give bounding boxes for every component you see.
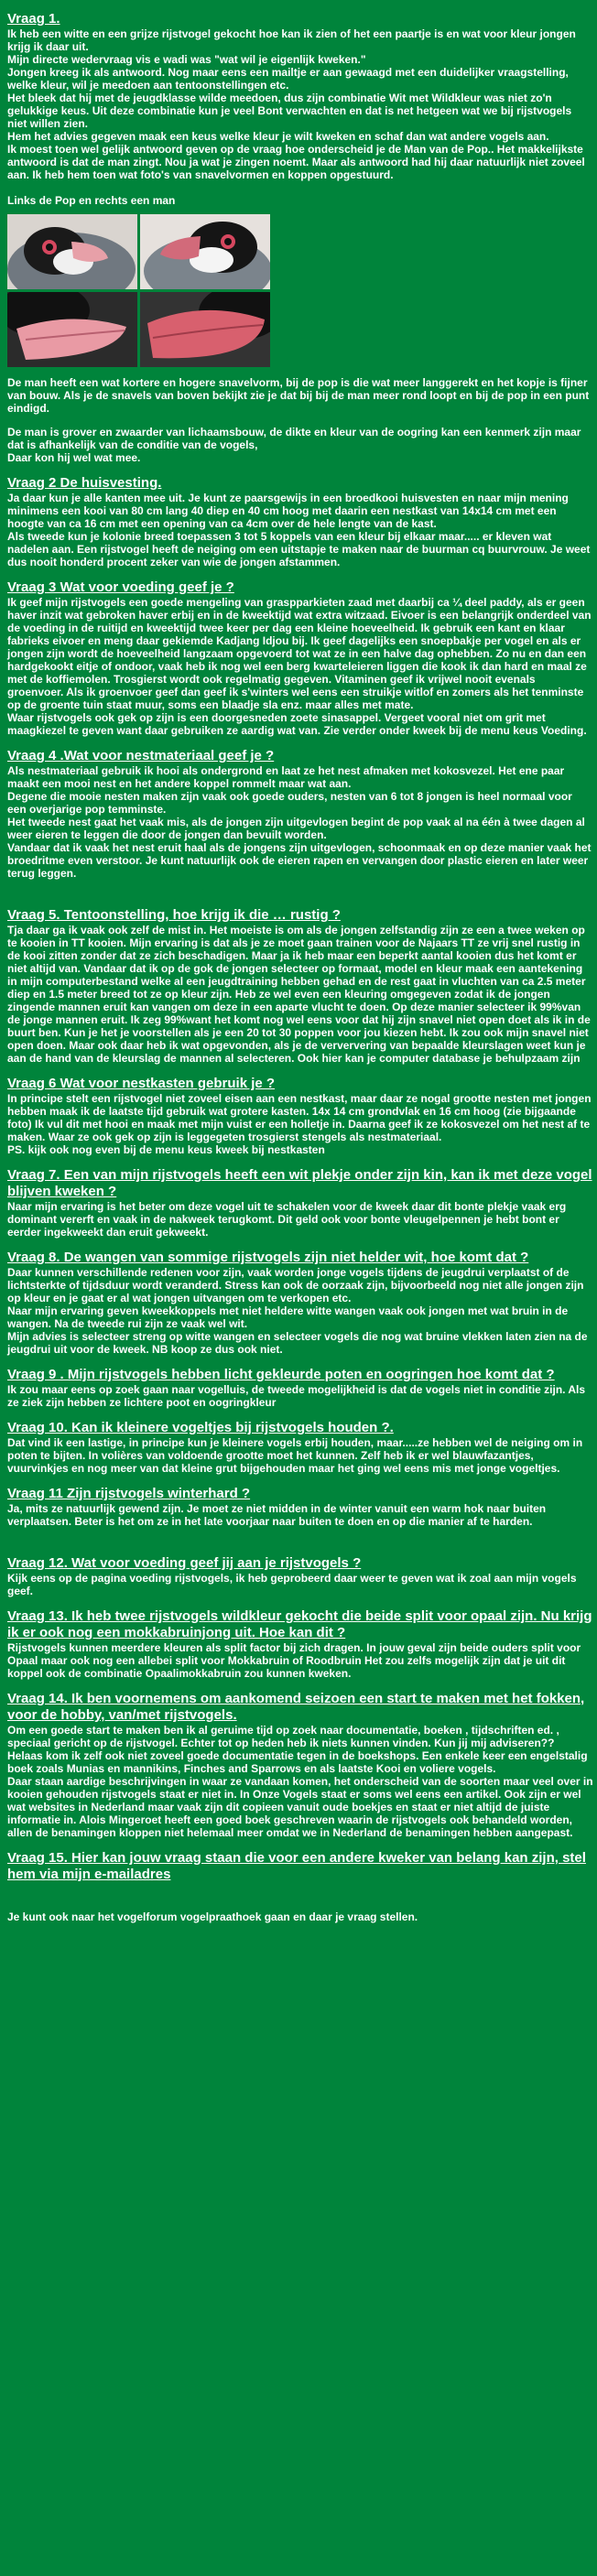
photo-male-beak: [140, 292, 270, 367]
faq-section-4: [7, 748, 593, 880]
question-6-answer: In principe stelt een rijstvogel niet zoveel eisen aan een nestkast, maar daar ze nogal grootte nesten met jongen hebben maak ik de laatste tijd gebruik wat grotere kasten. 14x 14 cm grondvlak en 16 cm hoog (zie bijgaande foto) Ik vul dit met hooi en maak met mijn vuist er een holletje in. Daarna geef ik ze kokosvezel om het nest af te maken. Waar ze ook gek op zijn is leggegeten trosgierst stengels als nestmateriaal. PS. kijk ook nog even bij de menu keus kweek bij nestkasten: [7, 1092, 592, 1156]
question-15-title[interactable]: Vraag 15. Hier kan jouw vraag staan die voor een andere kweker van belang kan zijn, stel hem via mijn e-mailadres: [7, 1850, 586, 1882]
question-1-followup-2: De man is grover en zwaarder van lichaamsbouw, de dikte en kleur van de oogring kan een kenmerk zijn maar dat is afhankelijk van de conditie van de vogels, Daar kon hij wel wat mee.: [7, 426, 581, 464]
question-9-title: Vraag 9 . Mijn rijstvogels hebben licht gekleurde poten en oogringen hoe komt dat ?: [7, 1367, 555, 1382]
beak-photo-grid: [7, 214, 593, 367]
photo-female-beak: [7, 292, 137, 367]
question-2-title: Vraag 2 De huisvesting.: [7, 475, 162, 491]
question-14-answer: Om een goede start te maken ben ik al geruime tijd op zoek naar documentatie, boeken , tijdschriften ed. , speciaal gericht op de rijstvogel. Echter tot op heden heb ik niets kunnen vinden. Kun jij mij adviseren?? Helaas kom ik zelf ook niet zoveel goede documentatie tegen in de boekshops. Een enkele keer een engelstalig boek zoals Munias en mannikins, Finches and Sparrows en als laatste Kooi en voliere vogels. Daar staan aardige beschrijvingen in waar ze vandaan komen, het onderscheid van de soorten maar veel over in kooien gehouden rijstvogels staat er niet in. In Onze Vogels staat er soms wel eens een artikel. Ook zijn er wel wat websites in Nederland maar vaak zijn dit copieen vanuit oude boekjes en staat er niet altijd de juiste informatie in. Alois Mingeroet heeft een goed boek geschreven waarin de rijstvogels ook behandeld worden, allen de benamingen kloppen niet helemaal meer omdat we in Nederland de benamingen hebben aangepast.: [7, 1724, 593, 1839]
question-4-title: Vraag 4 .Wat voor nestmateriaal geef je ?: [7, 748, 275, 763]
faq-section-6: [7, 1076, 593, 1156]
question-12-title: Vraag 12. Wat voor voeding geef jij aan je rijstvogels ?: [7, 1555, 362, 1571]
faq-section-5: [7, 907, 593, 1065]
question-8-answer: Daar kunnen verschillende redenen voor zijn, vaak worden jonge vogels tijdens de jeugdrui verplaatst of de lichtsterkte of tijdsduur wordt veranderd. Stress kan ook de oorzaak zijn, bijvoorbeeld nog niet alle jongen zijn op kleur en je gaat er al wat jongen uitvangen om te verkopen etc. Naar mijn ervaring geven kweekkoppels met niet heldere witte wangen vaak ook jongen met wat bruin in de wangen. Na de tweede rui zijn ze vaak wel wit. Mijn advies is selecteer streng op witte wangen en selecteer vogels die nog wat bruine vlekken laten zien na de jeugdrui uit voor de kweek. NB koop ze dus ook niet.: [7, 1266, 588, 1356]
question-2-answer: Ja daar kun je alle kanten mee uit. Je kunt ze paarsgewijs in een broedkooi huisvesten en naar mijn mening minimens een kooi van 80 cm lang 40 diep en 40 cm hoog met daarin een nestkast van 14x14 cm met een hoogte van ca 16 cm met een opening van ca 4cm over de hele lengte van de kast. Als tweede kun je kolonie breed toepassen 3 tot 5 koppels van een kleur bij elkaar maar..... er kleven wat nadelen aan. Een rijstvogel heeft de neiging om een uitstapje te maken naar de buurman cq buurvrouw. Je weet dus nooit honderd procent zeker van wie de jongen afstammen.: [7, 492, 591, 568]
question-3-answer: Ik geef mijn rijstvogels een goede mengeling van graspparkieten zaad met daarbij ca ¼ deel paddy, als er geen haver inzit wat gebroken haver erbij en in de kweektijd wat extra witzaad. Eivoer is een belangrijk onderdeel van de voeding in de ruitijd en kweektijd twee keer per dag een kleine hoeveelheid. Ik gebruik een kant en klaar fabrieks eivoer en meng daar gekiemde Kadjang Idjou bij. Ik geef dagelijks een snoepbakje per vogel en als er jongen zijn wordt de hoeveelheid langzaam opgevoerd tot wat ze in een halve dag ophebben. Zo nu en dan een hardgekookt eitje of ondoor, vaak heb ik nog wel een berg kwarteleieren liggen die kook ik dan hard en maal ze met de koffiemolen. Trosgierst wordt ook regelmatig gegeven. Vitaminen geef ik vrijwel nooit evenals groenvoer. Als ik groenvoer geef dan geef ik s'winters wel eens een struikje witlof en zomers als het tenminste op de groente tuin staat muur, soms een blaadje sla enz. maar alles met mate. Waar rijstvogels ook gek op zijn is een doorgesneden zoete sinasappel. Vergeet vooral niet om grit met maagkiezel te geven want daar gebruiken ze aardig wat van. Zie verder onder kweek bij de menu keus Voeding.: [7, 596, 592, 737]
photo-female-head: [7, 214, 137, 289]
question-14-title: Vraag 14. Ik ben voornemens om aankomend seizoen een start te maken met het fokken, voor de hobby, van/met rijstvogels.: [7, 1691, 585, 1723]
question-10-title: Vraag 10. Kan ik kleinere vogeltjes bij rijstvogels houden ?.: [7, 1420, 394, 1435]
faq-section-12: [7, 1555, 593, 1597]
question-7-answer: Naar mijn ervaring is het beter om deze vogel uit te schakelen voor de kweek daar dit bonte plekje vaak erg dominant vererft en vaak in de nakweek terugkomt. Dit geld ook voor bonte vleugelpennen je hebt bont er eerder ingekweekt dan eruit gekweekt.: [7, 1200, 567, 1239]
faq-section-10: [7, 1420, 593, 1475]
question-1-title: Vraag 1.: [7, 11, 60, 27]
photo-caption: Links de Pop en rechts een man: [7, 194, 176, 207]
faq-section-14: [7, 1691, 593, 1839]
question-10-answer: Dat vind ik een lastige, in principe kun je kleinere vogels erbij houden, maar.....ze hebben wel de neiging om in poten te bijten. In volières van voldoende grootte moet het kunnen. Zelf heb ik er wel blauwfazantjes, vuurvinkjes en nog meer van dat kleine grut bijgehouden maar het ging wel eens mis met jonge vogeltjes.: [7, 1436, 583, 1475]
question-5-title: Vraag 5. Tentoonstelling, hoe krijg ik die … rustig ?: [7, 907, 341, 923]
question-11-answer: Ja, mits ze natuurlijk gewend zijn. Je moet ze niet midden in de winter vanuit een warm hok naar buiten verplaatsen. Beter is het om ze in het late voorjaar naar buiten te doen en op die manier af te harden.: [7, 1502, 547, 1528]
faq-section-8: [7, 1250, 593, 1356]
question-13-answer: Rijstvogels kunnen meerdere kleuren als split factor bij zich dragen. In jouw geval zijn beide ouders split voor Opaal maar ook nog een allebei split voor Mokkabruin of Roodbruin Het zou zelfs mogelijk zijn dat je uit dit koppel ook de combinatie Opaalimokkabruin zou kunnen kweken.: [7, 1641, 581, 1680]
faq-section-7: [7, 1167, 593, 1239]
faq-section-1: [7, 11, 593, 464]
question-5-answer: Tja daar ga ik vaak ook zelf de mist in. Het moeiste is om als de jongen zelfstandig zijn ze een a twee weken op te kooien in TT kooien. Mijn ervaring is dat als je ze moet gaan trainen voor de Najaars TT ze vrij snel rustig in de kooi zitten zonder dat ze zich beschadigen. Maar ja ik heb maar een beperkt aantal kooien dus het komt er niet altijd van. Vandaar dat ik op de gok de jongen selecteer op formaat, model en kleur maak een aantekening in mijn computerbestand welke al een jeugdtraining hebben gehad en de rest gaat in vluchten van ca 2.5 meter diep en 1.5 meter breed tot ze op kleur zijn. Heb ze wel even een kleuring omgegeven zodat ik de jongen zingende mannen eruit kan vangen om deze in een aparte vlucht te doen. Op deze manier selecteer ik 99%van de jonge mannen eruit. Ik zeg 99%want het komt nog wel eens voor dat hij zijn snavel niet open doet als ik in de buurt ben. Kun je het je voorstellen als je een 20 tot 30 poppen voor jou kiezen hebt. Ik zou ook mijn snavel niet open doen. Maar ook daar heb ik wat opgevonden, als je de verververing van bepaalde kleurslagen weet kun je aan de hand van de kleurslag de mannen al selecteren. Ook hier kan je computer database je behulpzaam zijn: [7, 924, 591, 1065]
question-12-answer: Kijk eens op de pagina voeding rijstvogels, ik heb geprobeerd daar weer te geven wat ik zoal aan mijn vogels geef.: [7, 1572, 577, 1597]
question-7-title: Vraag 7. Een van mijn rijstvogels heeft een wit plekje onder zijn kin, kan ik met deze vogel blijven kweken ?: [7, 1167, 592, 1199]
faq-section-3: [7, 579, 593, 737]
question-6-title: Vraag 6 Wat voor nestkasten gebruik je ?: [7, 1076, 276, 1091]
forum-footer-text: Je kunt ook naar het vogelforum vogelpraathoek gaan en daar je vraag stellen.: [7, 1910, 418, 1923]
faq-section-15: [7, 1850, 593, 1883]
question-9-answer: Ik zou maar eens op zoek gaan naar vogelluis, de tweede mogelijkheid is dat de vogels niet in conditie zijn. Als ze ziek zijn hebben ze lichtere poot en oogringkleur: [7, 1383, 586, 1409]
question-11-title: Vraag 11 Zijn rijstvogels winterhard ?: [7, 1486, 251, 1501]
question-13-title: Vraag 13. Ik heb twee rijstvogels wildkleur gekocht die beide split voor opaal zijn. Nu krijg ik er ook nog een mokkabruinjong uit. Hoe kan dit ?: [7, 1608, 592, 1640]
question-1-followup-1: De man heeft een wat kortere en hogere snavelvorm, bij de pop is die wat meer langgerekt en het kopje is fijner van bouw. Als je de snavels van boven bekijkt zie je dat bij bij de man meer rond loopt en bij de pop in een punt eindigd.: [7, 376, 590, 415]
photo-male-head: [140, 214, 270, 289]
question-4-answer: Als nestmateriaal gebruik ik hooi als ondergrond en laat ze het nest afmaken met kokosvezel. Het ene paar maakt een mooi nest en het andere koppel rommelt maar wat aan. Degene die mooie nesten maken zijn vaak ook goede ouders, nesten van 6 tot 8 jongen is heel normaal voor een overjarige pop temminste. Het tweede nest gaat het vaak mis, als de jongen zijn uitgevlogen begint de pop vaak al na één à twee dagen al weer eieren te leggen die door de jongen dan bevuilt worden. Vandaar dat ik vaak het nest eruit haal als de jongens zijn uitgevlogen, schoonmaak en op deze manier vaak het broedritme even verstoor. Je kunt natuurlijk ook de eieren rapen en vervangen door plastic eieren en later weer terug leggen.: [7, 764, 592, 880]
faq-section-2: [7, 475, 593, 568]
question-1-answer: Ik heb een witte en een grijze rijstvogel gekocht hoe kan ik zien of het een paartje is en wat voor kleur jongen krijg ik daar uit. Mijn directe wedervraag vis e wadi was "wat wil je eigenlijk kweken." Jongen kreeg ik als antwoord. Nog maar eens een mailtje er aan gewaagd met een duidelijker vraagstelling, welke kleur, wil je meedoen aan tentoonstellingen etc. Het bleek dat hij met de jeugdklasse wilde meedoen, dus zijn combinatie Wit met Wildkleur was niet zo'n gelukkige keus. Uit deze combinatie kun je veel Bont verwachten en dat is net hetgeen wat we bij rijstvogels niet willen zien. Hem het advies gegeven maak een keus welke kleur je wilt kweken en schaf dan wat andere vogels aan. Ik moest toen wel gelijk antwoord geven op de vraag hoe onderscheid je de Man van de Pop.. Het makkelijkste antwoord is dat de man zingt. Nou ja wat je zingen noemt. Maar als antwoord had hij daar natuurlijk niet zoveel aan. Ik heb hem toen wat foto's van snavelvormen en koppen opgestuurd.: [7, 27, 585, 181]
faq-section-11: [7, 1486, 593, 1528]
question-3-title: Vraag 3 Wat voor voeding geef je ?: [7, 579, 234, 595]
faq-section-13: [7, 1608, 593, 1680]
faq-section-9: [7, 1367, 593, 1409]
question-8-title: Vraag 8. De wangen van sommige rijstvogels zijn niet helder wit, hoe komt dat ?: [7, 1250, 529, 1265]
